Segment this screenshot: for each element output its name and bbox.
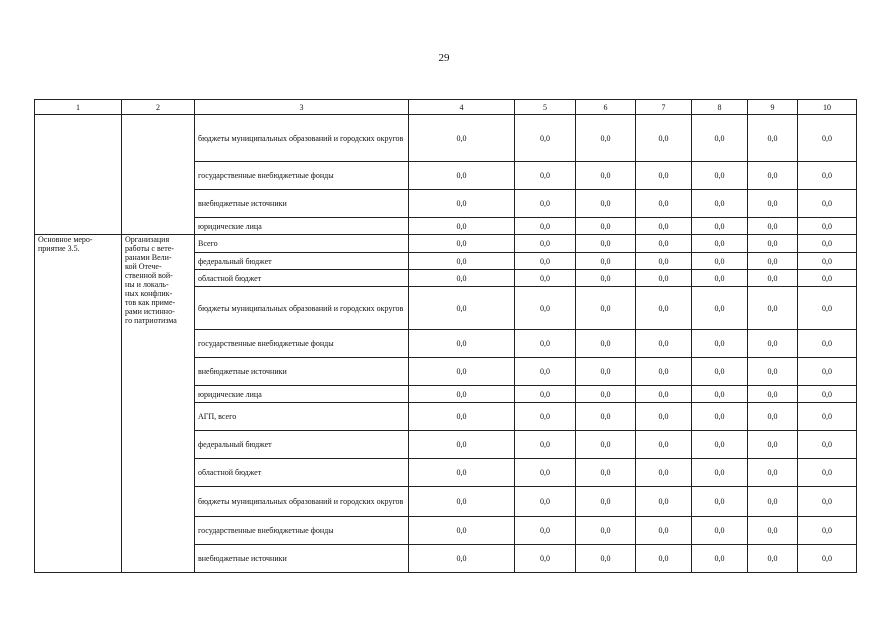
value-cell: 0,0 <box>692 545 748 573</box>
description-line: тов как приме- <box>125 298 176 307</box>
value-cell: 0,0 <box>636 115 692 162</box>
value-cell: 0,0 <box>515 487 576 517</box>
value-cell: 0,0 <box>748 115 798 162</box>
value-cell: 0,0 <box>515 386 576 403</box>
value-cell: 0,0 <box>576 190 636 218</box>
value-cell: 0,0 <box>748 403 798 431</box>
value-cell: 0,0 <box>576 459 636 487</box>
value-cell: 0,0 <box>692 235 748 253</box>
value-cell: 0,0 <box>409 459 515 487</box>
value-cell: 0,0 <box>798 487 857 517</box>
value-cell: 0,0 <box>636 270 692 287</box>
funding-source-label: областной бюджет <box>195 459 409 487</box>
value-cell: 0,0 <box>692 115 748 162</box>
funding-source-label: внебюджетные источники <box>195 358 409 386</box>
value-cell: 0,0 <box>576 403 636 431</box>
description-cell <box>122 115 195 235</box>
col-header-3: 3 <box>195 100 409 115</box>
value-cell: 0,0 <box>692 487 748 517</box>
value-cell: 0,0 <box>515 517 576 545</box>
header-row <box>35 100 857 115</box>
col-header-5: 5 <box>515 100 576 115</box>
value-cell: 0,0 <box>636 545 692 573</box>
value-cell: 0,0 <box>798 235 857 253</box>
value-cell: 0,0 <box>409 235 515 253</box>
value-cell: 0,0 <box>798 358 857 386</box>
value-cell: 0,0 <box>636 235 692 253</box>
col-header-10: 10 <box>798 100 857 115</box>
page-number: 29 <box>438 52 450 64</box>
value-cell: 0,0 <box>515 459 576 487</box>
description-cell <box>122 235 195 573</box>
value-cell: 0,0 <box>692 330 748 358</box>
activity-cell <box>35 235 122 573</box>
value-cell: 0,0 <box>409 287 515 330</box>
value-cell: 0,0 <box>515 287 576 330</box>
value-cell: 0,0 <box>798 545 857 573</box>
value-cell: 0,0 <box>692 386 748 403</box>
value-cell: 0,0 <box>576 115 636 162</box>
value-cell: 0,0 <box>409 270 515 287</box>
value-cell: 0,0 <box>748 162 798 190</box>
value-cell: 0,0 <box>515 270 576 287</box>
value-cell: 0,0 <box>409 358 515 386</box>
value-cell: 0,0 <box>515 218 576 235</box>
funding-source-label: федеральный бюджет <box>195 253 409 270</box>
description-line: го патриотизма <box>125 316 177 325</box>
description-line: ны и локаль- <box>125 280 169 289</box>
funding-source-label: областной бюджет <box>195 270 409 287</box>
value-cell: 0,0 <box>692 358 748 386</box>
col-header-9: 9 <box>748 100 798 115</box>
value-cell: 0,0 <box>636 386 692 403</box>
value-cell: 0,0 <box>692 287 748 330</box>
value-cell: 0,0 <box>748 487 798 517</box>
value-cell: 0,0 <box>798 253 857 270</box>
value-cell: 0,0 <box>798 386 857 403</box>
value-cell: 0,0 <box>515 545 576 573</box>
col-header-7: 7 <box>636 100 692 115</box>
col-header-8: 8 <box>692 100 748 115</box>
col-header-6: 6 <box>576 100 636 115</box>
value-cell: 0,0 <box>748 545 798 573</box>
value-cell: 0,0 <box>409 115 515 162</box>
description-line: ственной вой- <box>125 271 173 280</box>
funding-source-label: внебюджетные источники <box>195 190 409 218</box>
value-cell: 0,0 <box>798 403 857 431</box>
value-cell: 0,0 <box>798 330 857 358</box>
value-cell: 0,0 <box>692 517 748 545</box>
value-cell: 0,0 <box>409 218 515 235</box>
value-cell: 0,0 <box>748 235 798 253</box>
value-cell: 0,0 <box>798 218 857 235</box>
value-cell: 0,0 <box>409 162 515 190</box>
col-header-1: 1 <box>35 100 122 115</box>
value-cell: 0,0 <box>576 517 636 545</box>
value-cell: 0,0 <box>409 431 515 459</box>
value-cell: 0,0 <box>748 218 798 235</box>
funding-source-label: бюджеты муниципальных образований и городских округов <box>195 287 409 330</box>
value-cell: 0,0 <box>515 431 576 459</box>
value-cell: 0,0 <box>636 190 692 218</box>
activity-line: приятие 3.5. <box>38 244 80 253</box>
value-cell: 0,0 <box>692 459 748 487</box>
value-cell: 0,0 <box>515 190 576 218</box>
value-cell: 0,0 <box>409 386 515 403</box>
value-cell: 0,0 <box>798 517 857 545</box>
value-cell: 0,0 <box>798 190 857 218</box>
value-cell: 0,0 <box>692 253 748 270</box>
col-header-4: 4 <box>409 100 515 115</box>
value-cell: 0,0 <box>409 487 515 517</box>
value-cell: 0,0 <box>576 162 636 190</box>
value-cell: 0,0 <box>576 270 636 287</box>
value-cell: 0,0 <box>576 431 636 459</box>
value-cell: 0,0 <box>636 330 692 358</box>
value-cell: 0,0 <box>636 218 692 235</box>
value-cell: 0,0 <box>748 517 798 545</box>
value-cell: 0,0 <box>636 459 692 487</box>
funding-source-label: юридические лица <box>195 386 409 403</box>
value-cell: 0,0 <box>798 287 857 330</box>
value-cell: 0,0 <box>515 253 576 270</box>
funding-source-label: государственные внебюджетные фонды <box>195 330 409 358</box>
funding-source-label: государственные внебюджетные фонды <box>195 517 409 545</box>
description-line: ранами Вели- <box>125 253 172 262</box>
value-cell: 0,0 <box>748 330 798 358</box>
funding-source-label: Всего <box>195 235 409 253</box>
activity-line: Основное меро- <box>38 235 93 244</box>
value-cell: 0,0 <box>409 253 515 270</box>
value-cell: 0,0 <box>748 253 798 270</box>
value-cell: 0,0 <box>692 162 748 190</box>
value-cell: 0,0 <box>515 330 576 358</box>
value-cell: 0,0 <box>515 403 576 431</box>
value-cell: 0,0 <box>636 431 692 459</box>
value-cell: 0,0 <box>515 358 576 386</box>
funding-source-label: государственные внебюджетные фонды <box>195 162 409 190</box>
value-cell: 0,0 <box>692 270 748 287</box>
value-cell: 0,0 <box>798 115 857 162</box>
value-cell: 0,0 <box>798 270 857 287</box>
funding-source-label: юридические лица <box>195 218 409 235</box>
budget-table <box>34 99 857 573</box>
activity-cell <box>35 115 122 235</box>
value-cell: 0,0 <box>748 431 798 459</box>
col-header-2: 2 <box>122 100 195 115</box>
funding-source-label: бюджеты муниципальных образований и городских округов <box>195 487 409 517</box>
value-cell: 0,0 <box>576 545 636 573</box>
value-cell: 0,0 <box>798 162 857 190</box>
value-cell: 0,0 <box>576 487 636 517</box>
value-cell: 0,0 <box>576 253 636 270</box>
value-cell: 0,0 <box>748 386 798 403</box>
value-cell: 0,0 <box>748 287 798 330</box>
value-cell: 0,0 <box>576 235 636 253</box>
value-cell: 0,0 <box>748 190 798 218</box>
table-row <box>35 235 857 253</box>
value-cell: 0,0 <box>636 358 692 386</box>
value-cell: 0,0 <box>515 162 576 190</box>
value-cell: 0,0 <box>576 218 636 235</box>
value-cell: 0,0 <box>636 162 692 190</box>
value-cell: 0,0 <box>692 403 748 431</box>
value-cell: 0,0 <box>409 545 515 573</box>
value-cell: 0,0 <box>515 115 576 162</box>
value-cell: 0,0 <box>515 235 576 253</box>
funding-source-label: АГП, всего <box>195 403 409 431</box>
value-cell: 0,0 <box>748 459 798 487</box>
description-line: кой Отече- <box>125 262 162 271</box>
value-cell: 0,0 <box>798 459 857 487</box>
description-line: рами истинно- <box>125 307 175 316</box>
table-row <box>35 115 857 162</box>
value-cell: 0,0 <box>636 287 692 330</box>
value-cell: 0,0 <box>409 190 515 218</box>
value-cell: 0,0 <box>576 287 636 330</box>
value-cell: 0,0 <box>692 431 748 459</box>
value-cell: 0,0 <box>576 330 636 358</box>
value-cell: 0,0 <box>576 358 636 386</box>
value-cell: 0,0 <box>798 431 857 459</box>
value-cell: 0,0 <box>748 358 798 386</box>
funding-source-label: федеральный бюджет <box>195 431 409 459</box>
description-line: Организация <box>125 235 170 244</box>
funding-source-label: бюджеты муниципальных образований и городских округов <box>195 115 409 162</box>
value-cell: 0,0 <box>576 386 636 403</box>
value-cell: 0,0 <box>409 517 515 545</box>
value-cell: 0,0 <box>636 487 692 517</box>
description-line: ных конфлик- <box>125 289 173 298</box>
value-cell: 0,0 <box>692 218 748 235</box>
value-cell: 0,0 <box>636 253 692 270</box>
funding-source-label: внебюджетные источники <box>195 545 409 573</box>
value-cell: 0,0 <box>636 517 692 545</box>
value-cell: 0,0 <box>409 330 515 358</box>
value-cell: 0,0 <box>409 403 515 431</box>
value-cell: 0,0 <box>636 403 692 431</box>
value-cell: 0,0 <box>748 270 798 287</box>
description-line: работы с вете- <box>125 244 174 253</box>
value-cell: 0,0 <box>692 190 748 218</box>
